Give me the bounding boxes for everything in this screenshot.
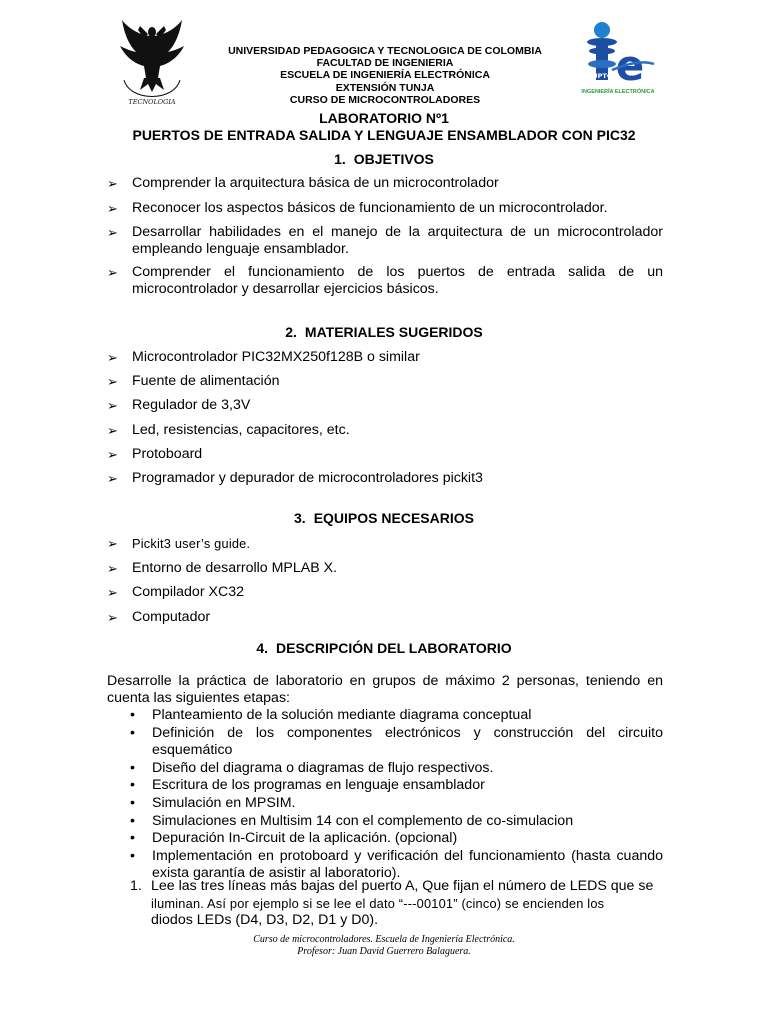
arrow-bullet-icon: ➢ (107, 422, 118, 438)
equipos-list (107, 535, 663, 626)
arrow-bullet-icon: ➢ (107, 265, 118, 280)
list-item: ➢ Entorno de desarrollo MPLAB X. (107, 560, 338, 577)
list-item: • Planteamiento de la solución mediante diagrama conceptual (130, 707, 532, 723)
arrow-bullet-icon: ➢ (107, 536, 118, 551)
bullet-dot-icon: • (130, 847, 135, 864)
step-number: 1. (130, 878, 142, 894)
section-number: 2. (285, 324, 297, 340)
steps-list (130, 878, 663, 929)
section-title: EQUIPOS NECESARIOS (313, 510, 474, 526)
list-item: • Definición de los componentes electrónicos y construcción del circuito esquemático (130, 724, 663, 759)
section-heading-materiales (0, 324, 768, 340)
list-item: ➢ Microcontrolador PIC32MX250f128B o similar (107, 349, 420, 365)
arrow-bullet-icon: ➢ (107, 374, 118, 390)
bullet-dot-icon: • (130, 794, 135, 811)
lab-title-block (90, 110, 678, 144)
department-logo-caption: INGENIERÍA ELECTRÓNICA (581, 89, 655, 95)
section-heading-objetivos (0, 151, 768, 167)
footer-professor-line: Profesor: Juan David Guerrero Balaguera. (297, 946, 471, 957)
section-title: DESCRIPCIÓN DEL LABORATORIO (276, 640, 512, 656)
arrow-bullet-icon: ➢ (107, 398, 118, 414)
step-line: diodos LEDs (D4, D3, D2, D1 y D0). (151, 912, 379, 928)
bullet-dot-icon: • (130, 759, 135, 776)
section-number: 1. (334, 151, 346, 167)
section-title: OBJETIVOS (353, 151, 434, 167)
uptc-badge-text: UPTC (592, 72, 612, 80)
bullet-dot-icon: • (130, 812, 135, 829)
bullet-dot-icon: • (130, 777, 135, 794)
list-item: ➢ Led, resistencias, capacitores, etc. (107, 421, 350, 438)
list-item: • Depuración In-Circuit de la aplicación. (opcional) (130, 830, 458, 847)
step-line: Lee las tres líneas más bajas del puerto A, Que fijan el número de LEDS que se (151, 878, 654, 894)
list-item: • Simulación en MPSIM. (130, 794, 296, 811)
section-number: 4. (256, 640, 268, 656)
arrow-bullet-icon: ➢ (107, 609, 118, 625)
list-item: ➢ Programador y depurador de microcontroladores pickit3 (107, 469, 483, 486)
arrow-bullet-icon: ➢ (107, 561, 118, 577)
footer-course-line: Curso de microcontroladores. Escuela de Ingeniería Electrónica. (253, 934, 515, 945)
arrow-bullet-icon: ➢ (107, 201, 118, 216)
header-school: ESCUELA DE INGENIERÍA ELECTRÓNICA (280, 69, 490, 82)
lab-number: LABORATORIO Nº1 (319, 110, 449, 126)
header-extension: EXTENSIÓN TUNJA (335, 81, 435, 94)
step-line: iluminan. Así por ejemplo si se lee el dato “---00101” (cinco) se encienden los (151, 896, 605, 911)
list-item: • Diseño del diagrama o diagramas de flujo respectivos. (130, 759, 494, 776)
page-footer (0, 934, 768, 958)
arrow-bullet-icon: ➢ (107, 350, 118, 365)
step-item (130, 878, 663, 929)
list-item: ➢ Regulador de 3,3V (107, 397, 251, 414)
bullet-dot-icon: • (130, 707, 135, 723)
etapas-list (130, 707, 663, 883)
header-course: CURSO DE MICROCONTROLADORES (289, 93, 481, 106)
section-heading-equipos (0, 510, 768, 526)
list-item: ➢ Reconocer los aspectos básicos de funcionamiento de un microcontrolador. (107, 200, 608, 216)
crest-motto-text: TECNOLOGIA (128, 98, 176, 106)
list-item: ➢ Comprender la arquitectura básica de un microcontrolador (107, 175, 499, 191)
list-item: ➢ Comprender el funcionamiento de los puertos de entrada salida de un microcontrolador y desarrollar ejercicios básicos. (107, 264, 663, 297)
list-item: ➢ Desarrollar habilidades en el manejo de la arquitectura de un microcontrolador empleando lenguaje ensamblador. (107, 224, 663, 257)
list-item: ➢ Compilador XC32 (107, 584, 244, 601)
section-number: 3. (294, 510, 306, 526)
list-item: • Implementación en protoboard y verificación del funcionamiento (hasta cuando exista garantía de asistir al laboratorio). (130, 847, 663, 882)
bullet-dot-icon: • (130, 830, 135, 847)
arrow-bullet-icon: ➢ (107, 470, 118, 486)
arrow-bullet-icon: ➢ (107, 176, 118, 191)
arrow-bullet-icon: ➢ (107, 225, 118, 240)
list-item: • Escritura de los programas en lenguaje ensamblador (130, 777, 485, 794)
list-item: ➢ Computador (107, 608, 211, 625)
e-letter-icon: e (615, 41, 645, 90)
section-title: MATERIALES SUGERIDOS (304, 324, 483, 340)
section-heading-descripcion (0, 640, 768, 656)
materiales-list (107, 349, 663, 487)
list-item: ➢ Protoboard (107, 445, 203, 462)
lab-title: PUERTOS DE ENTRADA SALIDA Y LENGUAJE ENSAMBLADOR CON PIC32 (132, 127, 636, 143)
header-university: UNIVERSIDAD PEDAGOGICA Y TECNOLOGICA DE COLOMBIA (228, 45, 542, 57)
bullet-dot-icon: • (130, 724, 135, 741)
descripcion-intro: Desarrolle la práctica de laboratorio en grupos de máximo 2 personas, teniendo en cuenta las siguientes etapas: (107, 673, 663, 706)
list-item: ➢ Fuente de alimentación (107, 373, 280, 390)
arrow-bullet-icon: ➢ (107, 585, 118, 601)
header-faculty: FACULTAD DE INGENIERIA (316, 57, 454, 70)
document-header (150, 45, 620, 106)
objetivos-list (107, 175, 663, 298)
list-item: • Simulaciones en Multisim 14 con el complemento de co-simulacion (130, 812, 574, 829)
list-item: ➢ Pickit3 user’s guide. (107, 536, 251, 551)
arrow-bullet-icon: ➢ (107, 446, 118, 462)
